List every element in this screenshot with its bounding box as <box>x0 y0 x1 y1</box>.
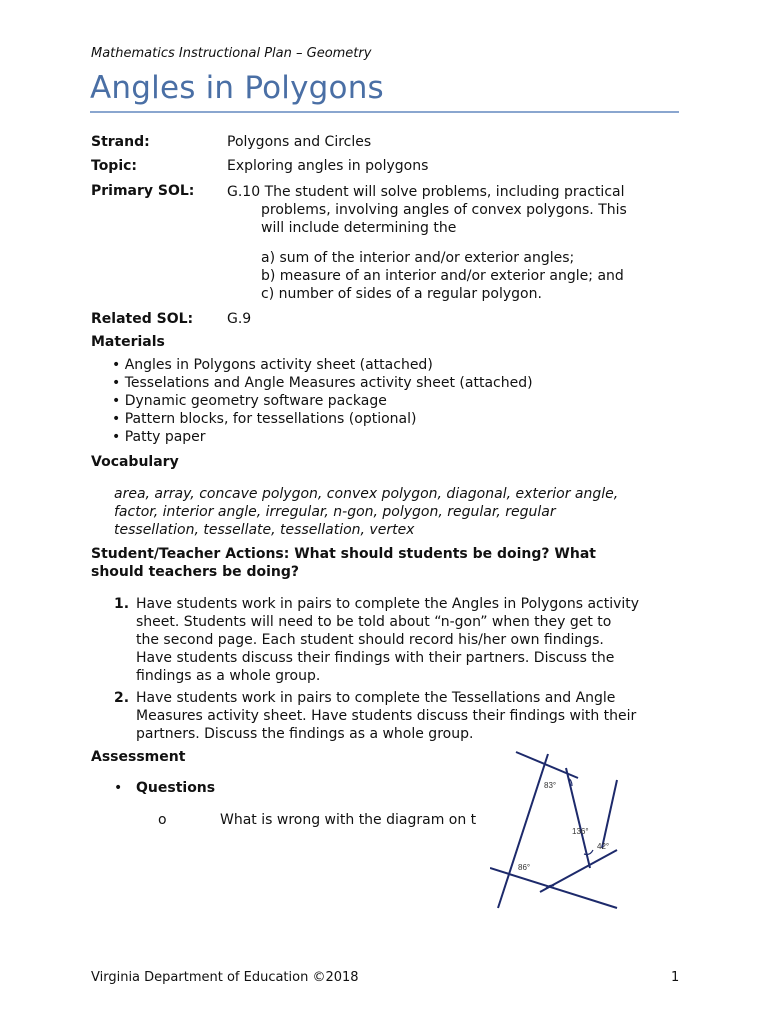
angle-label: 42° <box>597 842 610 851</box>
diagram-line <box>490 868 617 908</box>
materials-item: • Dynamic geometry software package <box>112 393 387 409</box>
action-item-1 <box>114 595 639 613</box>
action-line: findings as a whole group. <box>136 668 321 684</box>
assessment-bullet: • <box>114 780 123 796</box>
question-sub-bullet: o <box>158 812 167 828</box>
action-number: 2. <box>114 690 130 706</box>
materials-item: • Pattern blocks, for tessellations (optional) <box>112 411 417 427</box>
strand-value: Polygons and Circles <box>227 134 372 150</box>
primary-sol-item-b: b) measure of an interior and/or exterior angle; and <box>261 268 624 284</box>
action-line: Have students work in pairs to complete the Angles in Polygons activity <box>136 596 640 612</box>
primary-sol-line-1: G.10 The student will solve problems, including practical <box>227 184 625 200</box>
title-rule <box>90 111 679 113</box>
primary-sol-label: Primary SOL: <box>91 183 195 199</box>
question-text: What is wrong with the diagram on t <box>220 812 477 828</box>
topic-label: Topic: <box>91 158 138 174</box>
assessment-heading: Assessment <box>91 749 186 765</box>
action-line: sheet. Students will need to be told about “n-gon” when they get to <box>136 614 612 630</box>
footer-source: Virginia Department of Education ©2018 <box>91 970 359 985</box>
strand-label: Strand: <box>91 134 150 150</box>
materials-item: • Patty paper <box>112 429 206 445</box>
action-item-2 <box>114 689 615 707</box>
diagram-line <box>602 780 617 848</box>
related-sol-label: Related SOL: <box>91 311 194 327</box>
materials-item: • Tesselations and Angle Measures activity sheet (attached) <box>112 375 533 391</box>
actions-heading-line-1: Student/Teacher Actions: What should students be doing? What <box>91 546 596 562</box>
angle-label: 136° <box>572 827 589 836</box>
vocabulary-heading: Vocabulary <box>91 454 179 470</box>
action-line: the second page. Each student should record his/her own findings. <box>136 632 604 648</box>
vocabulary-line-2: factor, interior angle, irregular, n-gon, polygon, regular, regular <box>114 504 556 520</box>
action-line: Measures activity sheet. Have students discuss their findings with their <box>136 708 637 724</box>
document-kicker: Mathematics Instructional Plan – Geometry <box>91 46 372 61</box>
action-line: partners. Discuss the findings as a whole group. <box>136 726 474 742</box>
polygon-angle-diagram <box>490 750 620 915</box>
primary-sol-item-a: a) sum of the interior and/or exterior angles; <box>261 250 575 266</box>
primary-sol-line-3: will include determining the <box>261 220 457 236</box>
action-line: Have students discuss their findings with their partners. Discuss the <box>136 650 615 666</box>
materials-item: • Angles in Polygons activity sheet (attached) <box>112 357 433 373</box>
angle-label: 83° <box>544 781 557 790</box>
action-number: 1. <box>114 596 130 612</box>
page-number: 1 <box>671 970 680 985</box>
questions-label: Questions <box>136 780 216 796</box>
primary-sol-line-2: problems, involving angles of convex polygons. This <box>261 202 627 218</box>
action-line: Have students work in pairs to complete the Tessellations and Angle <box>136 690 616 706</box>
materials-list <box>112 356 533 446</box>
actions-heading-line-2: should teachers be doing? <box>91 564 300 580</box>
page-title: Angles in Polygons <box>90 70 384 106</box>
vocabulary-line-3: tessellation, tessellate, tessellation, vertex <box>114 522 415 538</box>
topic-value: Exploring angles in polygons <box>227 158 429 174</box>
angle-label: 86° <box>518 863 531 872</box>
primary-sol-item-c: c) number of sides of a regular polygon. <box>261 286 542 302</box>
related-sol-value: G.9 <box>227 311 252 327</box>
diagram-line <box>566 768 590 868</box>
materials-heading: Materials <box>91 334 165 350</box>
vocabulary-line-1: area, array, concave polygon, convex polygon, diagonal, exterior angle, <box>114 486 619 502</box>
